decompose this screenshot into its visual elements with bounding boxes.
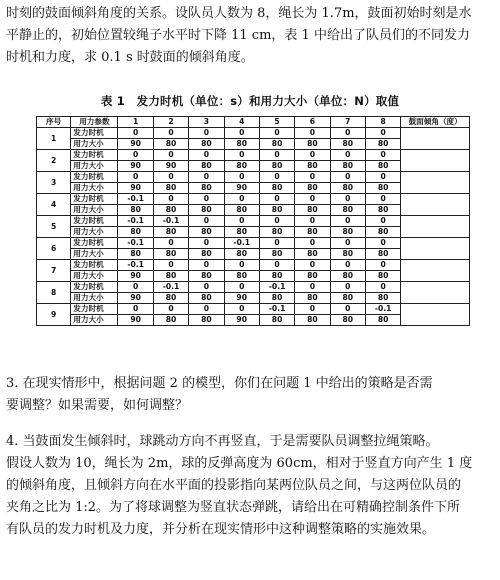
timing-value-cell: 0 [259,128,294,139]
param-label-cell: 发力时机 [71,282,118,293]
force-value-cell: 80 [330,183,365,194]
timing-value-cell: -0.1 [118,238,153,249]
force-value-cell: 80 [365,183,400,194]
angle-answer-cell[interactable] [401,216,470,238]
timing-value-cell: 0 [118,172,153,183]
header-cell: 1 [118,117,153,128]
angle-answer-cell[interactable] [401,128,470,150]
force-value-cell: 80 [365,249,400,260]
timing-value-cell: 0 [224,194,259,205]
force-value-cell: 80 [189,271,224,282]
force-value-cell: 80 [295,315,330,326]
force-value-cell: 80 [189,293,224,304]
angle-answer-cell[interactable] [401,172,470,194]
param-label-cell: 发力时机 [71,194,118,205]
header-cell: 序号 [37,117,71,128]
timing-value-cell: -0.1 [153,282,188,293]
table-header-row [37,117,470,128]
timing-value-cell: 0 [224,282,259,293]
param-label-cell: 用力大小 [71,227,118,238]
force-value-cell: 90 [118,271,153,282]
timing-value-cell: -0.1 [259,282,294,293]
timing-value-cell: 0 [189,216,224,227]
force-value-cell: 80 [365,315,400,326]
force-value-cell: 80 [259,183,294,194]
timing-value-cell: 0 [153,128,188,139]
timing-value-cell: 0 [153,194,188,205]
timing-value-cell: 0 [365,282,400,293]
force-value-cell: 80 [365,139,400,150]
force-value-cell: 90 [118,183,153,194]
intro-line: 平静止的，初始位置较绳子水平时下降 11 cm，表 1 中给出了队员们的不同发力 [6,28,470,43]
question-4-line: 假设人数为 10，绳长为 2m，球的反弹高度为 60cm，相对于竖直方向产生 1 度 [6,456,473,471]
timing-value-cell: 0 [330,172,365,183]
force-value-cell: 80 [224,161,259,172]
table-container [36,116,470,326]
timing-value-cell: 0 [330,216,365,227]
header-cell: 6 [295,117,330,128]
force-value-cell: 90 [153,161,188,172]
force-value-cell: 90 [224,293,259,304]
force-value-cell: 80 [295,183,330,194]
timing-value-cell: 0 [189,128,224,139]
force-value-cell: 80 [365,271,400,282]
table-row-timing [37,216,470,227]
force-value-cell: 80 [259,249,294,260]
timing-value-cell: 0 [330,238,365,249]
force-value-cell: 80 [259,293,294,304]
timing-value-cell: -0.1 [365,304,400,315]
table-caption: 表 1 发力时机（单位：s）和用力大小（单位：N）取值 [100,94,400,108]
force-value-cell: 80 [189,315,224,326]
intro-line: 时刻的鼓面倾斜角度的关系。设队员人数为 8，绳长为 1.7m，鼓面初始时刻是水 [6,6,472,21]
param-label-cell: 发力时机 [71,150,118,161]
header-cell: 2 [153,117,188,128]
row-number-cell: 2 [37,150,71,172]
timing-value-cell: 0 [118,150,153,161]
timing-value-cell: 0 [259,260,294,271]
angle-answer-cell[interactable] [401,238,470,260]
timing-value-cell: -0.1 [224,238,259,249]
force-value-cell: 80 [295,271,330,282]
force-value-cell: 80 [295,293,330,304]
intro-paragraph [6,3,496,69]
timing-value-cell: 0 [330,194,365,205]
timing-value-cell: 0 [259,238,294,249]
force-value-cell: 80 [365,205,400,216]
timing-value-cell: 0 [259,194,294,205]
timing-value-cell: 0 [365,150,400,161]
timing-value-cell: 0 [189,238,224,249]
force-value-cell: 90 [118,139,153,150]
force-value-cell: 80 [295,205,330,216]
header-cell: 用力参数 [71,117,118,128]
header-cell: 8 [365,117,400,128]
timing-value-cell: 0 [189,172,224,183]
question-3-paragraph [6,373,496,417]
angle-answer-cell[interactable] [401,150,470,172]
force-value-cell: 80 [153,205,188,216]
force-value-cell: 80 [189,183,224,194]
force-value-cell: 80 [295,139,330,150]
force-value-cell: 80 [330,293,365,304]
force-value-cell: 80 [259,205,294,216]
timing-value-cell: 0 [295,194,330,205]
timing-value-cell: 0 [295,304,330,315]
timing-value-cell: 0 [330,260,365,271]
timing-value-cell: 0 [224,172,259,183]
timing-value-cell: 0 [330,282,365,293]
timing-value-cell: 0 [189,194,224,205]
intro-line: 时机和力度，求 0.1 s 时鼓面的倾斜角度。 [6,50,254,65]
param-label-cell: 用力大小 [71,183,118,194]
row-number-cell: 4 [37,194,71,216]
force-value-cell: 80 [153,183,188,194]
timing-value-cell: 0 [153,304,188,315]
force-value-cell: 80 [330,249,365,260]
force-value-cell: 80 [153,271,188,282]
timing-value-cell: -0.1 [259,304,294,315]
force-value-cell: 80 [259,139,294,150]
force-value-cell: 80 [118,249,153,260]
force-value-cell: 80 [118,227,153,238]
timing-value-cell: 0 [224,150,259,161]
force-value-cell: 80 [295,249,330,260]
param-label-cell: 发力时机 [71,304,118,315]
header-cell: 5 [259,117,294,128]
force-value-cell: 80 [365,161,400,172]
timing-value-cell: 0 [118,128,153,139]
row-number-cell: 3 [37,172,71,194]
force-value-cell: 90 [224,183,259,194]
table-row-timing [37,150,470,161]
timing-value-cell: 0 [295,282,330,293]
timing-value-cell: 0 [330,128,365,139]
force-value-cell: 80 [365,293,400,304]
timing-value-cell: 0 [153,260,188,271]
timing-value-cell: 0 [295,216,330,227]
timing-value-cell: 0 [259,216,294,227]
table-body [37,128,470,326]
param-label-cell: 用力大小 [71,315,118,326]
force-value-cell: 80 [224,227,259,238]
timing-value-cell: 0 [189,304,224,315]
param-label-cell: 用力大小 [71,205,118,216]
timing-value-cell: -0.1 [118,260,153,271]
force-value-cell: 80 [153,227,188,238]
param-label-cell: 发力时机 [71,128,118,139]
table-row-timing [37,128,470,139]
force-value-cell: 90 [118,315,153,326]
timing-value-cell: 0 [365,194,400,205]
param-label-cell: 用力大小 [71,161,118,172]
param-label-cell: 发力时机 [71,172,118,183]
force-value-cell: 90 [224,315,259,326]
row-number-cell: 5 [37,216,71,238]
question-4-line: 4. 当鼓面发生倾斜时，球跳动方向不再竖直，于是需要队员调整拉绳策略。 [6,434,439,449]
param-label-cell: 用力大小 [71,293,118,304]
row-number-cell: 8 [37,282,71,304]
angle-answer-cell[interactable] [401,304,470,326]
timing-value-cell: 0 [365,216,400,227]
timing-value-cell: 0 [153,172,188,183]
force-value-cell: 80 [259,161,294,172]
timing-value-cell: 0 [295,238,330,249]
force-value-cell: 80 [189,249,224,260]
timing-value-cell: 0 [189,150,224,161]
timing-value-cell: 0 [259,172,294,183]
table-row-timing [37,282,470,293]
force-value-cell: 80 [224,271,259,282]
force-value-cell: 80 [189,139,224,150]
timing-value-cell: 0 [224,260,259,271]
timing-value-cell: 0 [365,172,400,183]
force-value-cell: 80 [259,271,294,282]
force-value-cell: 80 [365,227,400,238]
timing-value-cell: 0 [189,282,224,293]
timing-value-cell: 0 [224,304,259,315]
timing-value-cell: -0.1 [153,216,188,227]
timing-value-cell: 0 [259,150,294,161]
header-cell: 4 [224,117,259,128]
timing-value-cell: 0 [118,304,153,315]
param-label-cell: 发力时机 [71,238,118,249]
timing-value-cell: 0 [295,172,330,183]
force-value-cell: 80 [330,139,365,150]
force-value-cell: 80 [330,271,365,282]
force-value-cell: 80 [189,227,224,238]
table-row-timing [37,238,470,249]
param-label-cell: 用力大小 [71,271,118,282]
question-3-line: 3. 在现实情形中，根据问题 2 的模型，你们在问题 1 中给出的策略是否需 [6,376,433,391]
timing-value-cell: 0 [153,238,188,249]
force-value-cell: 80 [330,227,365,238]
param-label-cell: 发力时机 [71,260,118,271]
timing-value-cell: 0 [224,128,259,139]
timing-value-cell: 0 [189,260,224,271]
timing-value-cell: -0.1 [118,194,153,205]
row-number-cell: 1 [37,128,71,150]
question-4-line: 的倾斜角度，且倾斜方向在水平面的投影指向某两位队员之间，与这两位队员的 [6,478,462,493]
timing-value-cell: 0 [365,128,400,139]
timing-value-cell: 0 [295,128,330,139]
parameters-table [36,116,470,326]
force-value-cell: 80 [189,205,224,216]
force-value-cell: 80 [330,161,365,172]
table-row-timing [37,172,470,183]
angle-answer-cell[interactable] [401,260,470,282]
timing-value-cell: 0 [365,260,400,271]
question-4-line: 有队员的发力时机及力度，并分析在现实情形中这种调整策略的实施效果。 [6,522,436,537]
table-row-timing [37,260,470,271]
table-row-timing [37,304,470,315]
force-value-cell: 80 [224,249,259,260]
table-row-timing [37,194,470,205]
force-value-cell: 80 [330,205,365,216]
param-label-cell: 发力时机 [71,216,118,227]
header-cell: 鼓面倾角（度） [401,117,470,128]
force-value-cell: 80 [259,315,294,326]
force-value-cell: 80 [153,315,188,326]
row-number-cell: 6 [37,238,71,260]
force-value-cell: 80 [295,161,330,172]
timing-value-cell: 0 [295,150,330,161]
timing-value-cell: 0 [330,304,365,315]
force-value-cell: 80 [224,205,259,216]
force-value-cell: 80 [189,161,224,172]
timing-value-cell: 0 [365,238,400,249]
timing-value-cell: 0 [224,216,259,227]
question-4-paragraph [6,431,496,541]
force-value-cell: 80 [330,315,365,326]
force-value-cell: 90 [118,293,153,304]
timing-value-cell: -0.1 [118,216,153,227]
force-value-cell: 80 [153,249,188,260]
force-value-cell: 90 [118,161,153,172]
param-label-cell: 用力大小 [71,249,118,260]
force-value-cell: 80 [153,293,188,304]
param-label-cell: 用力大小 [71,139,118,150]
force-value-cell: 80 [295,227,330,238]
timing-value-cell: 0 [330,150,365,161]
row-number-cell: 9 [37,304,71,326]
row-number-cell: 7 [37,260,71,282]
force-value-cell: 80 [224,139,259,150]
angle-answer-cell[interactable] [401,194,470,216]
header-cell: 7 [330,117,365,128]
timing-value-cell: 0 [118,282,153,293]
timing-value-cell: 0 [295,260,330,271]
force-value-cell: 80 [259,227,294,238]
header-cell: 3 [189,117,224,128]
force-value-cell: 80 [118,205,153,216]
question-3-line: 要调整？如果需要，如何调整？ [6,398,189,413]
question-4-line: 夹角之比为 1:2。为了将球调整为竖直状态弹跳，请给出在可精确控制条件下所 [6,500,461,515]
angle-answer-cell[interactable] [401,282,470,304]
force-value-cell: 80 [153,139,188,150]
timing-value-cell: 0 [153,150,188,161]
